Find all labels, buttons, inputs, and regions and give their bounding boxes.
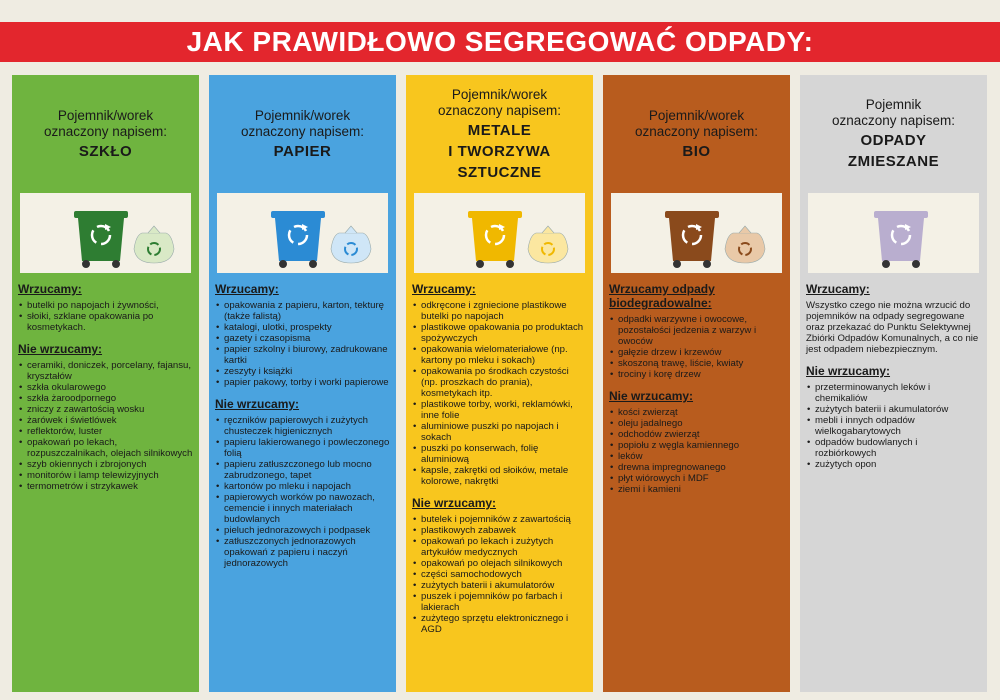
container-name: BIO: [682, 142, 711, 160]
bin-illustration: [20, 193, 191, 273]
column-header: [12, 75, 199, 193]
container-label-line: Pojemnik: [865, 97, 922, 112]
list-item: • puszki po konserwach, folię aluminiową: [421, 443, 587, 465]
allowed-heading: Wrzucamy:: [18, 282, 82, 296]
allowed-list: [215, 300, 390, 388]
list-item: • odkręcone i zgniecione plastikowe butelki po napojach: [421, 300, 587, 322]
forbidden-list: [806, 382, 981, 470]
list-item: • plastikowe opakowania po produktach spożywczych: [421, 322, 587, 344]
allowed-heading: Wrzucamy:: [806, 282, 870, 296]
list-item: • opakowań po olejach silnikowych: [421, 558, 587, 569]
list-item: • ziemi i kamieni: [618, 484, 784, 495]
list-item: • części samochodowych: [421, 569, 587, 580]
list-item: • zeszyty i książki: [224, 366, 390, 377]
list-item: • papier szkolny i biurowy, zadrukowane kartki: [224, 344, 390, 366]
list-item: • opakowań po lekach, rozpuszczalnikach, olejach silnikowych: [27, 437, 193, 459]
container-name: SZKŁO: [78, 142, 133, 160]
container-name: SZTUCZNE: [457, 163, 542, 181]
list-item: • opakowania wielomateriałowe (np. kartony po mleku i sokach): [421, 344, 587, 366]
column-zmieszane: [800, 75, 987, 692]
column-szklo: [12, 75, 199, 692]
list-item: • mebli i innych odpadów wielkogabarytowych: [815, 415, 981, 437]
list-item: • odpadów budowlanych i rozbiórkowych: [815, 437, 981, 459]
column-header: [209, 75, 396, 193]
list-item: • gazety i czasopisma: [224, 333, 390, 344]
forbidden-heading: Nie wrzucamy:: [609, 389, 694, 403]
waste-bin-icon: [611, 193, 782, 273]
list-item: • papierowych worków po nawozach, cemencie i innych materiałach budowlanych: [224, 492, 390, 525]
list-item: • leków: [618, 451, 784, 462]
list-item: • gałęzie drzew i krzewów: [618, 347, 784, 358]
waste-bin-icon: [414, 193, 585, 273]
list-item: • termometrów i strzykawek: [27, 481, 193, 492]
container-name: METALE: [467, 121, 532, 139]
forbidden-list: [609, 407, 784, 495]
list-item: • papieru zatłuszczonego lub mocno zabrudzonego, tapet: [224, 459, 390, 481]
container-label-line: Pojemnik/worek: [254, 107, 351, 123]
list-item: • odchodów zwierząt: [618, 429, 784, 440]
container-label-line: oznaczony napisem:: [43, 123, 168, 139]
container-label-line: Pojemnik/worek: [57, 107, 154, 123]
allowed-heading: Wrzucamy:: [412, 282, 476, 296]
waste-bin-icon: [20, 193, 191, 273]
list-item: • kapsle, zakrętki od słoików, metale kolorowe, nakrętki: [421, 465, 587, 487]
list-item: • szkła okularowego: [27, 382, 193, 393]
waste-bin-icon: [217, 193, 388, 273]
container-name: I TWORZYWA: [448, 142, 551, 160]
container-label-line: oznaczony napisem:: [240, 123, 365, 139]
forbidden-heading: Nie wrzucamy:: [215, 397, 300, 411]
list-item: • papieru lakierowanego i powleczonego folią: [224, 437, 390, 459]
list-item: • szyb okiennych i zbrojonych: [27, 459, 193, 470]
list-item: • ceramiki, doniczek, porcelany, fajansu, kryształów: [27, 360, 193, 382]
column-bio: [603, 75, 790, 692]
list-item: • zużytych baterii i akumulatorów: [421, 580, 587, 591]
column-body: [603, 273, 790, 495]
bin-illustration: [611, 193, 782, 273]
container-label-line: oznaczony napisem:: [634, 123, 759, 139]
list-item: • reflektorów, luster: [27, 426, 193, 437]
forbidden-list: [412, 514, 587, 635]
poster-title: JAK PRAWIDŁOWO SEGREGOWAĆ ODPADY:: [0, 22, 1000, 62]
list-item: • popiołu z węgla kamiennego: [618, 440, 784, 451]
list-item: • pieluch jednorazowych i podpasek: [224, 525, 390, 536]
list-item: • opakowania po środkach czystości (np. proszkach do prania), kosmetykach itp.: [421, 366, 587, 399]
allowed-description: Wszystko czego nie można wrzucić do pojemników na odpady segregowane oraz przekazać do Punktu Selektywnej Zbiórki Odpadów Komunalnych, a co nie jest odpadem niebezpiecznym.: [806, 300, 979, 355]
column-header: [603, 75, 790, 193]
forbidden-heading: Nie wrzucamy:: [806, 364, 891, 378]
column-body: [209, 273, 396, 569]
list-item: • odpadki warzywne i owocowe, pozostałości jedzenia z warzyw i owoców: [618, 314, 784, 347]
list-item: • trociny i korę drzew: [618, 369, 784, 380]
list-item: • ręczników papierowych i zużytych chusteczek higienicznych: [224, 415, 390, 437]
list-item: • zużytych baterii i akumulatorów: [815, 404, 981, 415]
list-item: • szkła żaroodpornego: [27, 393, 193, 404]
container-label-line: Pojemnik/worek: [451, 86, 548, 102]
list-item: • butelki po napojach i żywności,: [27, 300, 193, 311]
allowed-heading: Wrzucamy:: [215, 282, 279, 296]
container-name: PAPIER: [273, 142, 332, 160]
list-item: • opakowania z papieru, karton, tekturę (także falistą): [224, 300, 390, 322]
list-item: • zużytych opon: [815, 459, 981, 470]
list-item: • kartonów po mleku i napojach: [224, 481, 390, 492]
list-item: • papier pakowy, torby i worki papierowe: [224, 377, 390, 388]
column-papier: [209, 75, 396, 692]
list-item: • butelek i pojemników z zawartością: [421, 514, 587, 525]
waste-bin-icon: [808, 193, 979, 273]
list-item: • oleju jadalnego: [618, 418, 784, 429]
container-name: ODPADY: [860, 132, 927, 149]
list-item: • monitorów i lamp telewizyjnych: [27, 470, 193, 481]
list-item: • opakowań po lekach i zużytych artykułów medycznych: [421, 536, 587, 558]
column-header: [800, 75, 987, 193]
column-header: [406, 75, 593, 193]
list-item: • płyt wiórowych i MDF: [618, 473, 784, 484]
container-name: ZMIESZANE: [847, 153, 940, 170]
list-item: • żarówek i świetlówek: [27, 415, 193, 426]
bin-illustration: [808, 193, 979, 273]
forbidden-list: [215, 415, 390, 569]
list-item: • puszek i pojemników po farbach i lakierach: [421, 591, 587, 613]
allowed-heading: Wrzucamy odpady biodegradowalne:: [609, 282, 715, 310]
column-body: [406, 273, 593, 635]
list-item: • plastikowych zabawek: [421, 525, 587, 536]
list-item: • słoiki, szklane opakowania po kosmetykach.: [27, 311, 193, 333]
container-label-line: Pojemnik/worek: [648, 107, 745, 123]
forbidden-heading: Nie wrzucamy:: [18, 342, 103, 356]
column-body: [800, 273, 987, 470]
list-item: • katalogi, ulotki, prospekty: [224, 322, 390, 333]
allowed-list: [609, 314, 784, 380]
allowed-list: [412, 300, 587, 487]
list-item: • zużytego sprzętu elektronicznego i AGD: [421, 613, 587, 635]
list-item: • kości zwierząt: [618, 407, 784, 418]
list-item: • aluminiowe puszki po napojach i sokach: [421, 421, 587, 443]
list-item: • drewna impregnowanego: [618, 462, 784, 473]
list-item: • skoszoną trawę, liście, kwiaty: [618, 358, 784, 369]
list-item: • plastikowe torby, worki, reklamówki, inne folie: [421, 399, 587, 421]
forbidden-list: [18, 360, 193, 492]
column-body: [12, 273, 199, 492]
allowed-list: [18, 300, 193, 333]
forbidden-heading: Nie wrzucamy:: [412, 496, 497, 510]
container-label-line: oznaczony napisem:: [831, 113, 956, 128]
container-label-line: oznaczony napisem:: [437, 102, 562, 118]
list-item: • przeterminowanych leków i chemikaliów: [815, 382, 981, 404]
bin-illustration: [217, 193, 388, 273]
list-item: • zatłuszczonych jednorazowych opakowań z papieru i naczyń jednorazowych: [224, 536, 390, 569]
bin-illustration: [414, 193, 585, 273]
list-item: • zniczy z zawartością wosku: [27, 404, 193, 415]
column-metale: [406, 75, 593, 692]
